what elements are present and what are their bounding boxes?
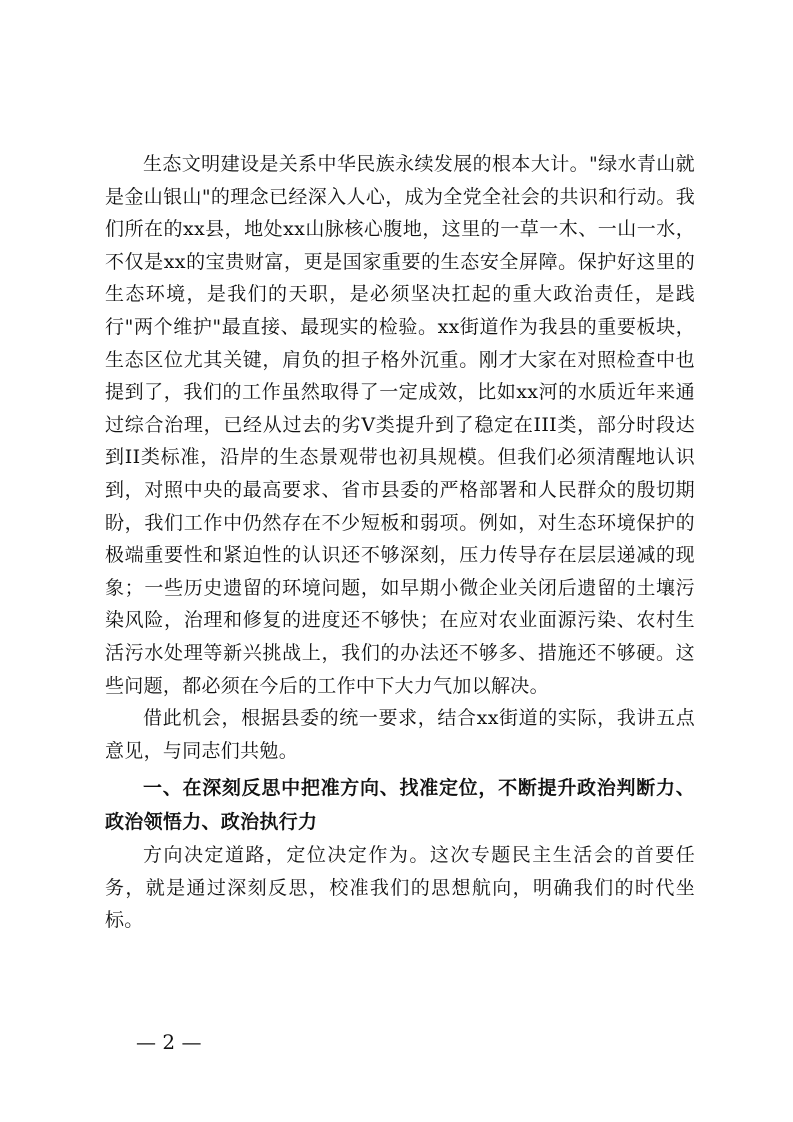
body-text [105, 148, 695, 937]
section-heading-one: 一、在深刻反思中把准方向、找准定位，不断提升政治判断力、政治领悟力、政治执行力 [105, 777, 695, 834]
paragraph-five-opinions: 借此机会，根据县委的统一要求，结合xx街道的实际，我讲五点意见，与同志们共勉。 [105, 707, 695, 762]
paragraph-direction: 方向决定道路，定位决定作为。这次专题民主生活会的首要任务，就是通过深刻反思，校准我们的思想航向，明确我们的时代坐标。 [105, 844, 695, 932]
paragraph-ecological-civilization: 生态文明建设是关系中华民族永续发展的根本大计。"绿水青山就是金山银山"的理念已经深入人心，成为全党全社会的共识和行动。我们所在的xx县，地处xx山脉核心腹地，这里的一草一木、一山一水，不仅是xx的宝贵财富，更是国家重要的生态安全屏障。保护好这里的生态环境，是我们的天职，是必须坚决扛起的重大政治责任，是践行"两个维护"最直接、最现实的检验。xx街道作为我县的重要板块，生态区位尤其关键，肩负的担子格外沉重。刚才大家在对照检查中也提到了，我们的工作虽然取得了一定成效，比如xx河的水质近年来通过综合治理，已经从过去的劣V类提升到了稳定在III类，部分时段达到II类标准，沿岸的生态景观带也初具规模。但我们必须清醒地认识到，对照中央的最高要求、省市县委的严格部署和人民群众的殷切期盼，我们工作中仍然存在不少短板和弱项。例如，对生态环境保护的极端重要性和紧迫性的认识还不够深刻，压力传导存在层层递减的现象；一些历史遗留的环境问题，如早期小微企业关闭后遗留的土壤污染风险，治理和修复的进度还不够快；在应对农业面源污染、农村生活污水处理等新兴挑战上，我们的办法还不够多、措施还不够硬。这些问题，都必须在今后的工作中下大力气加以解决。 [105, 153, 695, 697]
page-number: — 2 — [136, 1030, 202, 1054]
